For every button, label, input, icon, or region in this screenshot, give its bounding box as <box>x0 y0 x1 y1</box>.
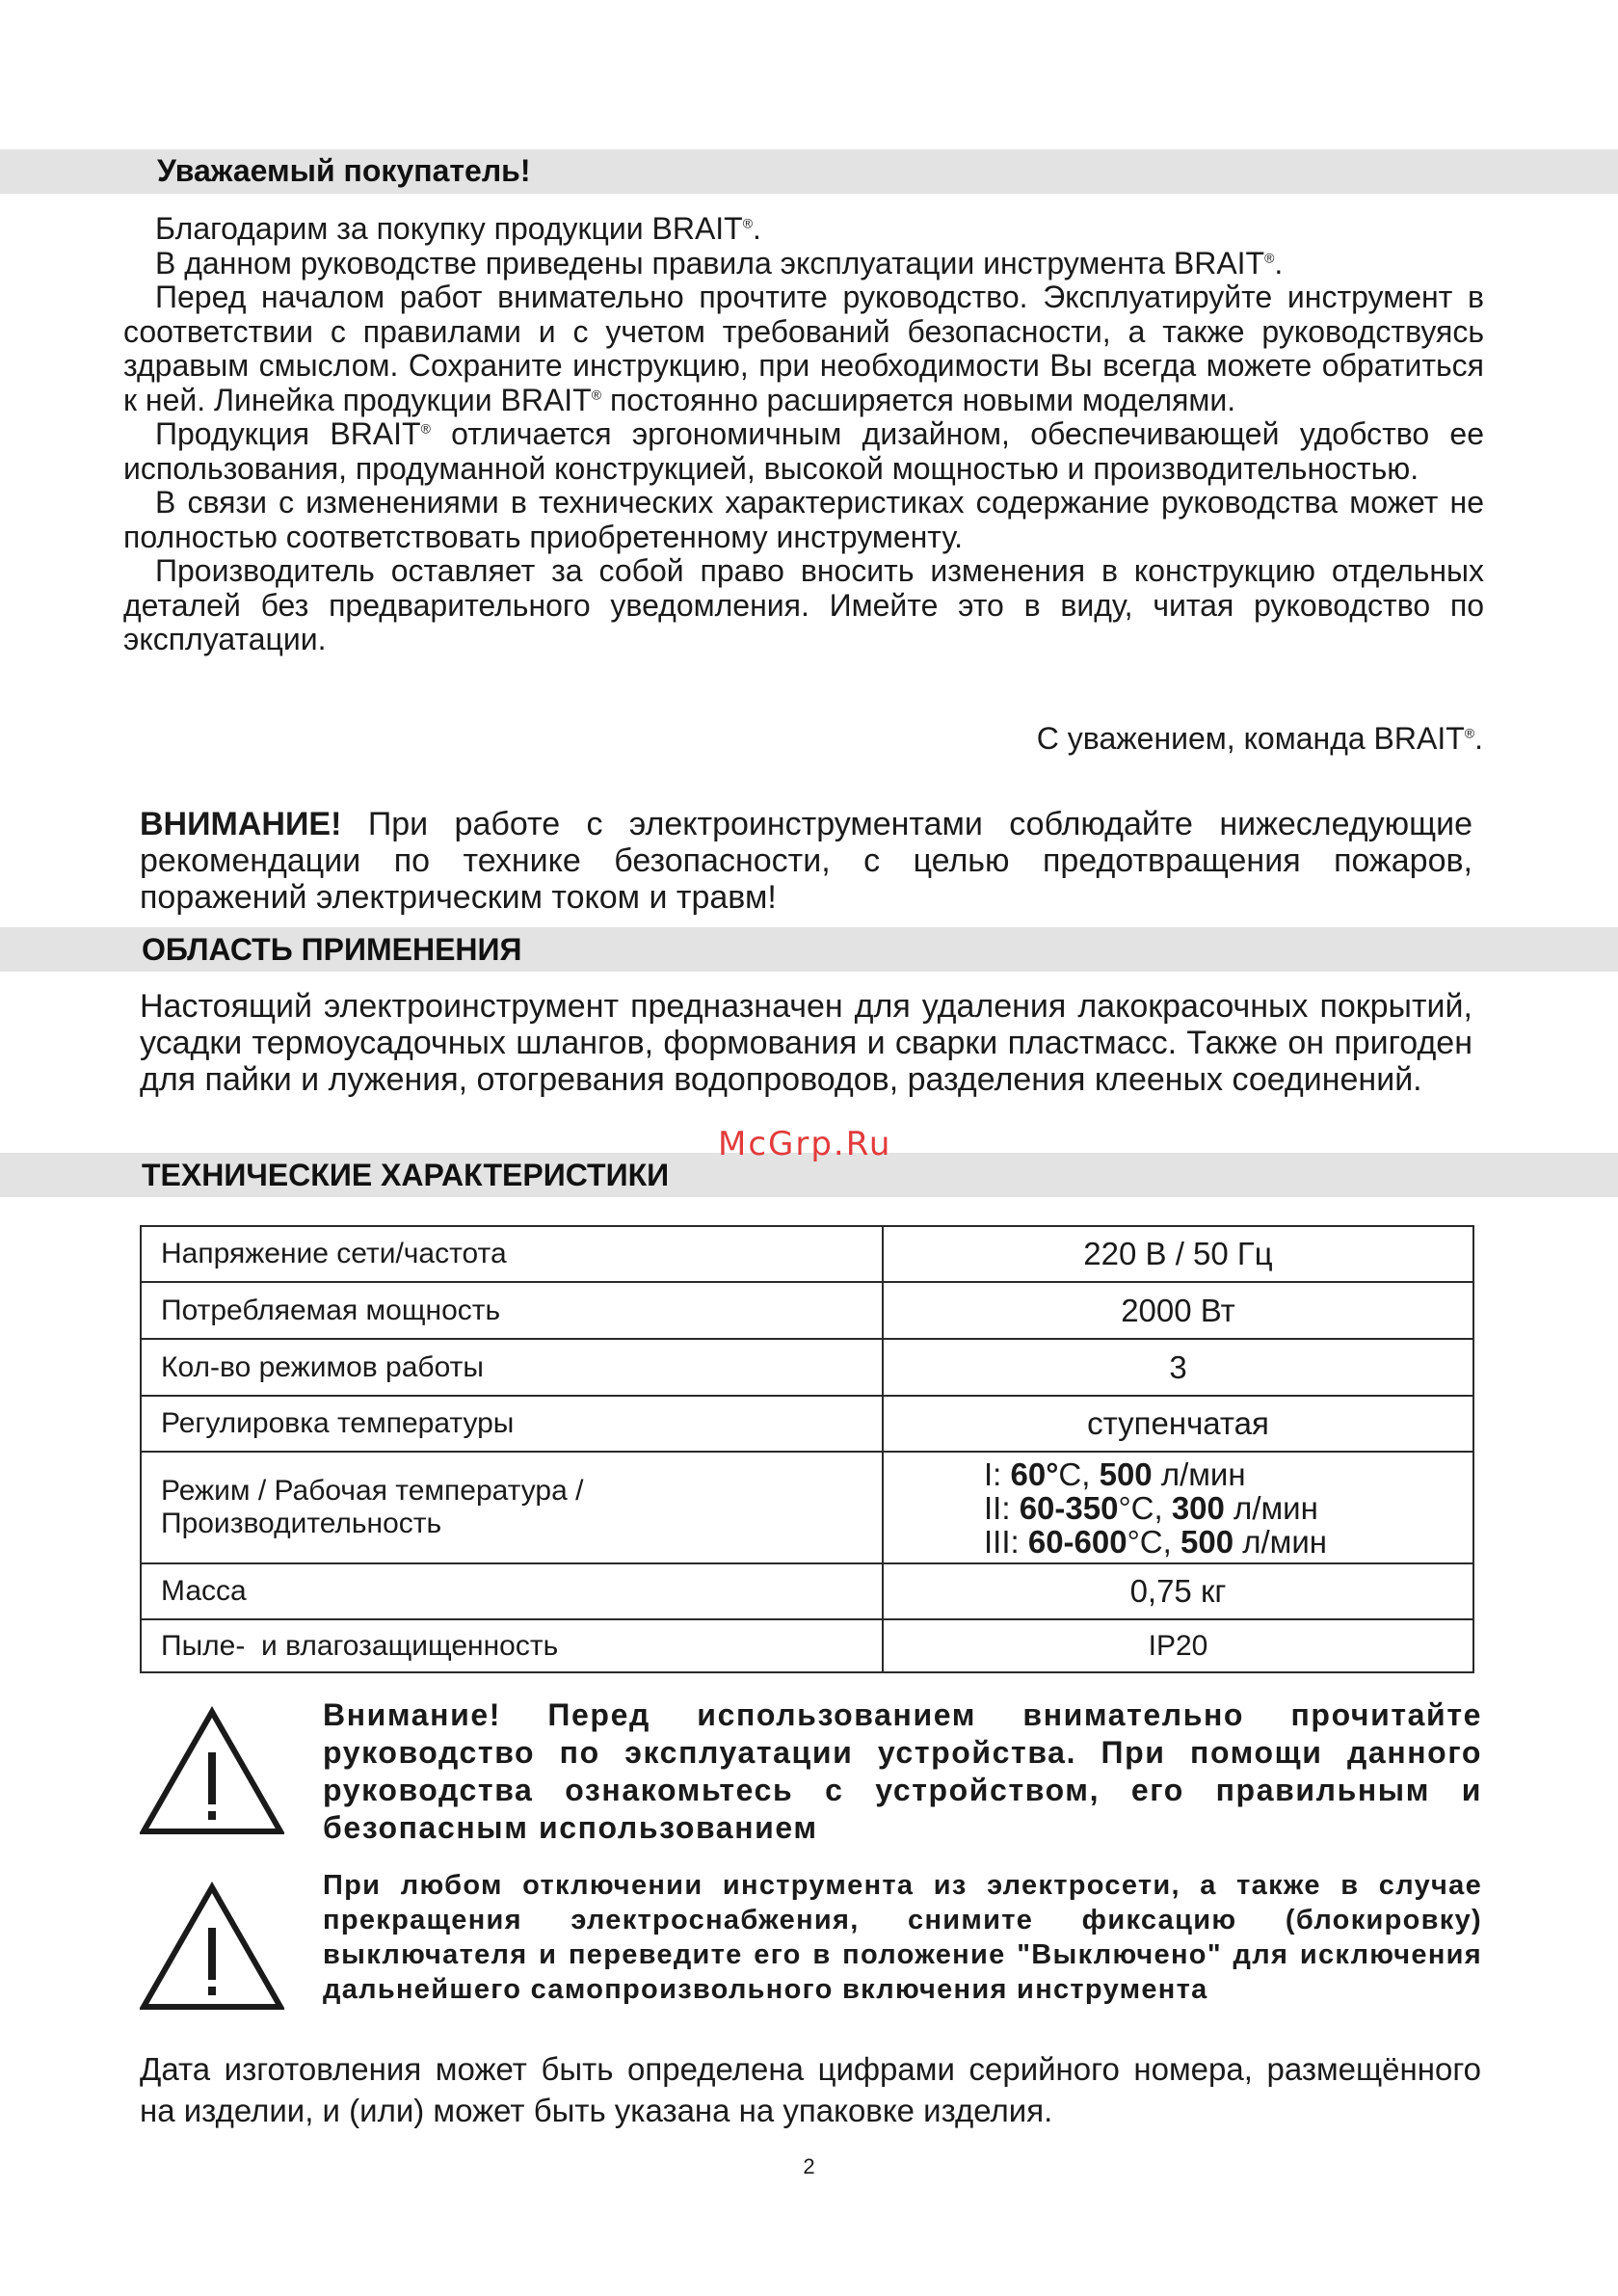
warning-read-manual: Внимание! Перед использованием внимательно прочитайте руководство по эксплуатации устройства. При помощи данного руководства ознакомьтесь с устройством, его правильным и безопасным использованием <box>323 1697 1482 1845</box>
greeting-p6: Производитель оставляет за собой право вносить изменения в конструкцию отдельных деталей без предварительного уведомления. Имейте это в виду, читая руководство по эксплуатации. <box>123 553 1484 656</box>
warning-triangle-icon <box>140 1882 284 2012</box>
table-row <box>141 1396 1473 1452</box>
greeting-signature: С уважением, команда BRAIT®. <box>1036 721 1483 756</box>
manufacture-date-text: Дата изготовления может быть определена цифрами серийного номера, размещённого на изделии, и (или) может быть указана на упаковке изделия. <box>140 2051 1481 2128</box>
greeting-title: Уважаемый покупатель! <box>157 153 531 188</box>
greeting-p3: Перед началом работ внимательно прочтите руководство. Эксплуатируйте инструмент в соответствии с правилами и с учетом требований безопасности, а также руководствуясь здравым смыслом. Сохраните инструкцию, при необходимости Вы всегда можете обратиться к ней. Линейка продукции BRAIT® постоянно расширяется новыми моделями. <box>123 280 1484 417</box>
spec-value: 3 <box>883 1339 1473 1396</box>
application-text: Настоящий электроинструмент предназначен для удаления лакокрасочных покрытий, усадки термоусадочных шлангов, формования и сварки пластмасс. Также он пригоден для пайки и лужения, отогревания водопроводов, разделения клееных соединений. <box>140 988 1472 1098</box>
spec-value: IP20 <box>883 1619 1473 1672</box>
greeting-text <box>123 212 1484 657</box>
table-row <box>141 1339 1473 1396</box>
mode-line: I: 60°С, 500 л/мин <box>984 1455 1246 1492</box>
mode-line: III: 60-600°С, 500 л/мин <box>984 1523 1327 1560</box>
warning-disconnect: При любом отключении инструмента из электросети, а также в случае прекращения электроснабжения, снимите фиксацию (блокировку) выключателя и переведите его в положение "Выключено" для исключения дальнейшего самопроизвольного включения инструмента <box>323 1870 1482 2005</box>
table-row <box>141 1563 1473 1619</box>
spec-label: Пыле- и влагозащищенность <box>141 1619 883 1672</box>
attention-block <box>140 806 1472 916</box>
greeting-p4: Продукция BRAIT® отличается эргономичным дизайном, обеспечивающей удобство ее использования, продуманной конструкцией, высокой мощностью и производительностью. <box>123 416 1485 486</box>
greeting-p2: В данном руководстве приведены правила эксплуатации инструмента BRAIT®. <box>155 245 1284 280</box>
mode-line: II: 60-350°С, 300 л/мин <box>984 1489 1318 1526</box>
specs-title: ТЕХНИЧЕСКИЕ ХАРАКТЕРИСТИКИ <box>142 1158 670 1192</box>
specs-table <box>140 1225 1474 1673</box>
page-number: 2 <box>803 2154 815 2178</box>
spec-value: 220 В / 50 Гц <box>883 1226 1473 1282</box>
greeting-p5: В связи с изменениями в технических характеристиках содержание руководства может не полностью соответствовать приобретенному инструменту. <box>123 485 1484 554</box>
table-row <box>141 1282 1473 1339</box>
table-row <box>141 1452 1473 1563</box>
spec-label: Напряжение сети/частота <box>141 1226 883 1282</box>
table-row <box>141 1619 1473 1672</box>
spec-label: Масса <box>141 1563 883 1619</box>
spec-modes <box>883 1452 1473 1563</box>
spec-value: 2000 Вт <box>883 1282 1473 1339</box>
watermark: McGrp.Ru <box>718 1125 892 1163</box>
spec-value: ступенчатая <box>883 1396 1473 1452</box>
table-row <box>141 1226 1473 1282</box>
spec-label: Режим / Рабочая температура / Производительность <box>141 1452 883 1563</box>
spec-label: Потребляемая мощность <box>141 1282 883 1339</box>
attention-text: При работе с электроинструментами соблюдайте нижеследующие рекомендации по технике безопасности, с целью предотвращения пожаров, поражений электрическим током и травм! <box>140 806 1472 916</box>
spec-value: 0,75 кг <box>883 1563 1473 1619</box>
greeting-p1: Благодарим за покупку продукции BRAIT®. <box>155 211 761 246</box>
warning-triangle-icon <box>140 1706 284 1836</box>
application-title: ОБЛАСТЬ ПРИМЕНЕНИЯ <box>142 932 522 967</box>
spec-label: Регулировка температуры <box>141 1396 883 1452</box>
attention-label: ВНИМАНИЕ! <box>140 806 342 842</box>
spec-label: Кол-во режимов работы <box>141 1339 883 1396</box>
